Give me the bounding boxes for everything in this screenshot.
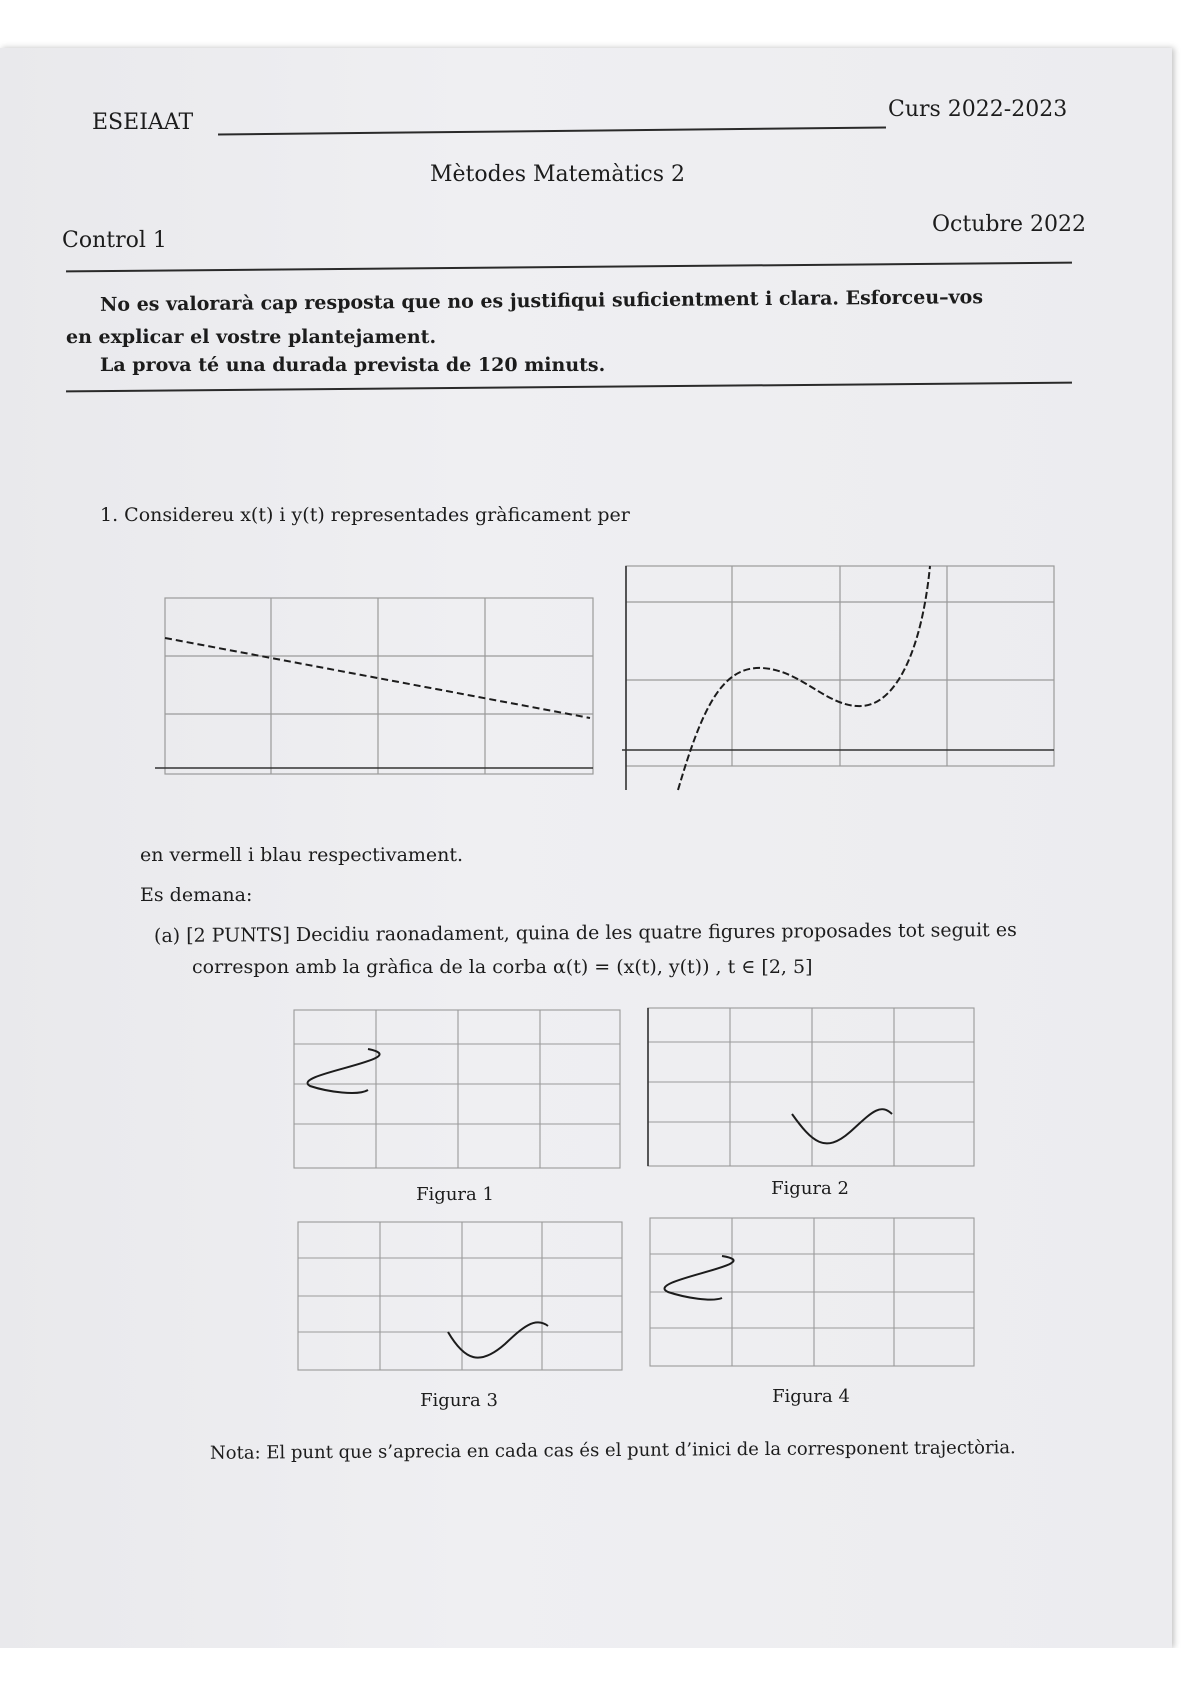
part-a-line-1: (a) [2 PUNTS] Decidiu raonadament, quina de les quatre figures proposades tot seguit es (153, 918, 1017, 948)
asked-label: Es demana: (140, 884, 253, 906)
figure-3-caption: Figura 3 (420, 1390, 498, 1411)
graph-x-of-t (150, 592, 600, 792)
part-a-line-2: correspon amb la gràfica de la corba α(t) = (x(t), y(t)) , t ∈ [2, 5] (192, 956, 813, 978)
instructions-line-3: La prova té una durada prevista de 120 minuts. (100, 354, 606, 376)
figure-2-plot (640, 1002, 980, 1172)
problem-statement: 1. Considereu x(t) i y(t) representades gràficament per (100, 504, 630, 526)
school-name: ESEIAAT (92, 110, 194, 135)
figure-1-plot (288, 1004, 628, 1174)
figure-4-plot (642, 1212, 982, 1372)
figure-4-caption: Figura 4 (772, 1386, 850, 1407)
course-year: Curs 2022-2023 (888, 97, 1068, 122)
graph-y-of-t (612, 558, 1062, 798)
figure-3-plot (290, 1216, 630, 1376)
figure-2-caption: Figura 2 (771, 1178, 849, 1199)
subject-title: Mètodes Matemàtics 2 (430, 162, 685, 187)
instructions-line-2: en explicar el vostre plantejament. (66, 326, 437, 348)
figure-1-caption: Figura 1 (416, 1184, 494, 1205)
exam-name: Control 1 (62, 228, 167, 253)
exam-date: Octubre 2022 (932, 212, 1086, 237)
instructions-line-1: No es valorarà cap resposta que no es justifiqui suficientment i clara. Esforceu–vos (99, 286, 984, 316)
graphs-colors-note: en vermell i blau respectivament. (140, 844, 464, 866)
start-point-note: Nota: El punt que s’aprecia en cada cas és el punt d’inici de la corresponent trajectòria. (209, 1437, 1016, 1464)
bottom-margin (0, 1648, 1200, 1698)
